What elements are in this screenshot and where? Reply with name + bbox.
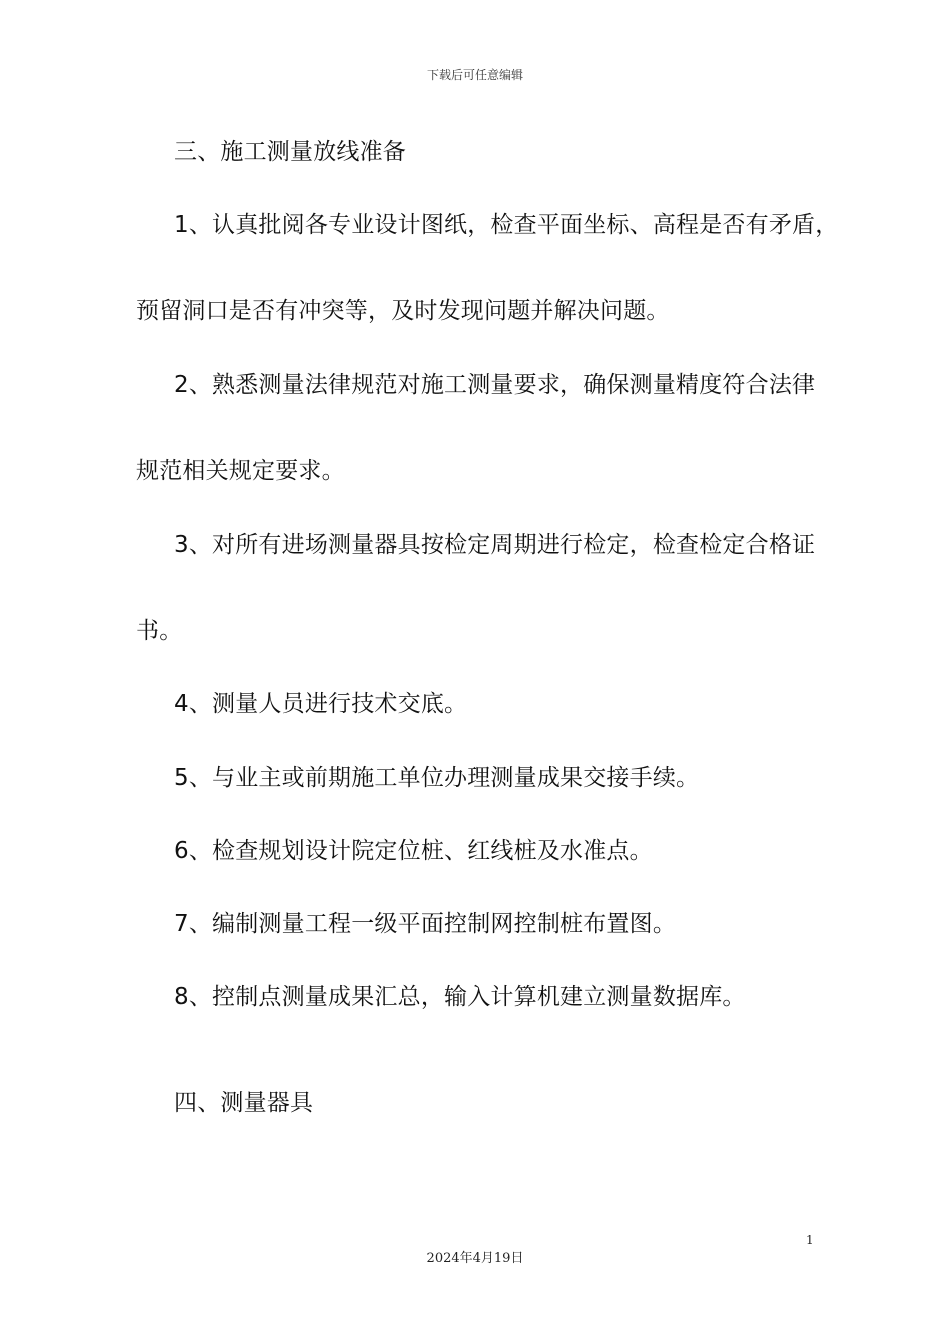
paragraph-item-1-line-1: 1、认真批阅各专业设计图纸，检查平面坐标、高程是否有矛盾，: [174, 212, 839, 238]
paragraph-item-3-line-1: 3、对所有进场测量器具按检定周期进行检定，检查检定合格证: [174, 532, 816, 558]
paragraph-item-7: 7、编制测量工程一级平面控制网控制桩布置图。: [174, 911, 677, 937]
paragraph-item-1-line-2: 预留洞口是否有冲突等，及时发现问题并解决问题。: [136, 298, 670, 324]
paragraph-item-4: 4、测量人员进行技术交底。: [174, 691, 468, 717]
section-heading-4: 四、测量器具: [174, 1090, 314, 1116]
paragraph-item-5: 5、与业主或前期施工单位办理测量成果交接手续。: [174, 765, 700, 791]
paragraph-item-2-line-1: 2、熟悉测量法律规范对施工测量要求，确保测量精度符合法律: [174, 372, 816, 398]
page-number: 1: [806, 1233, 814, 1247]
paragraph-item-6: 6、检查规划设计院定位桩、红线桩及水准点。: [174, 838, 653, 864]
page-header-note: 下载后可任意编辑: [426, 68, 523, 82]
paragraph-item-2-line-2: 规范相关规定要求。: [136, 458, 345, 484]
footer-date: 2024年4月19日: [426, 1251, 524, 1266]
paragraph-item-8: 8、控制点测量成果汇总，输入计算机建立测量数据库。: [174, 984, 746, 1010]
section-heading-3: 三、施工测量放线准备: [174, 139, 406, 165]
paragraph-item-3-line-2: 书。: [136, 618, 183, 644]
